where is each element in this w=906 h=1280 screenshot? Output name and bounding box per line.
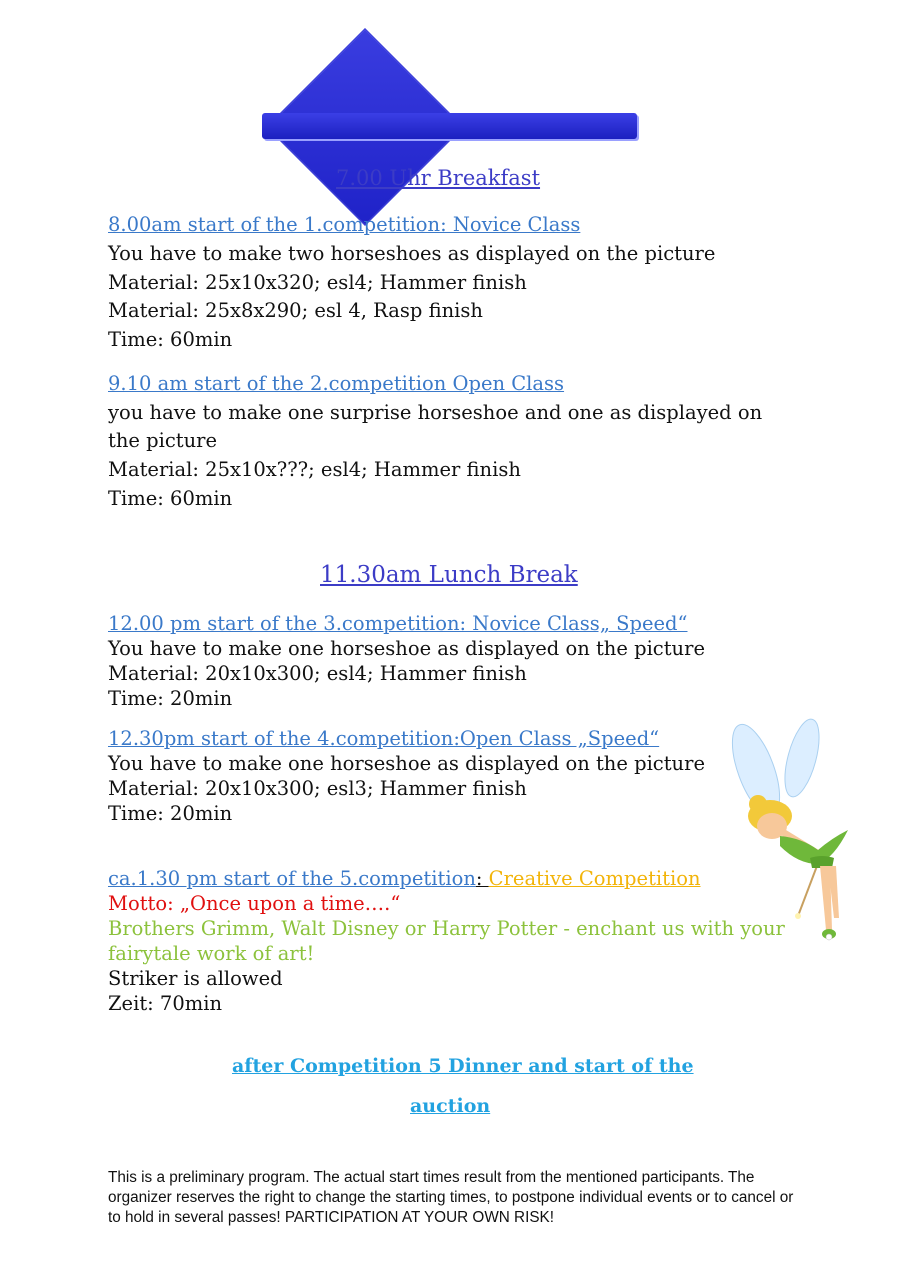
fairy-illustration xyxy=(722,718,862,954)
breakfast-heading: 7.00 Uhr Breakfast xyxy=(336,166,541,190)
competition3-task: You have to make one horseshoe as displayed on the picture xyxy=(108,637,705,660)
competition5-creative-label: Creative Competition xyxy=(488,867,701,890)
competition4-material: Material: 20x10x300; esl3; Hammer finish xyxy=(108,777,527,800)
competition1-material1: Material: 25x10x320; esl4; Hammer finish xyxy=(108,271,527,294)
competition5-striker: Striker is allowed xyxy=(108,967,283,990)
competition5-title-colon: : xyxy=(475,867,489,890)
competition5-time: Zeit: 70min xyxy=(108,992,223,1015)
competition3-material: Material: 20x10x300; esl4; Hammer finish xyxy=(108,662,527,685)
competition4-time: Time: 20min xyxy=(108,802,233,825)
competition2-task-line1: you have to make one surprise horseshoe and one as displayed on xyxy=(108,401,763,424)
after-competition-line1: after Competition 5 Dinner and start of the xyxy=(232,1055,694,1077)
competition2-time: Time: 60min xyxy=(108,487,233,510)
competition5-motto: Motto: „Once upon a time….“ xyxy=(108,892,401,915)
competition4-title: 12.30pm start of the 4.competition:Open Class „Speed“ xyxy=(108,727,660,750)
competition5-desc-line1: Brothers Grimm, Walt Disney or Harry Potter - enchant us with your xyxy=(108,917,785,940)
competition5-title xyxy=(108,866,701,892)
competition2-material: Material: 25x10x???; esl4; Hammer finish xyxy=(108,458,521,481)
competition2-title: 9.10 am start of the 2.competition Open Class xyxy=(108,372,565,395)
competition1-time: Time: 60min xyxy=(108,328,233,351)
competition1-title: 8.00am start of the 1.competition: Novice Class xyxy=(108,213,581,236)
competition5-title-main: ca.1.30 pm start of the 5.competition xyxy=(108,867,476,890)
competition5-desc-line2: fairytale work of art! xyxy=(108,942,315,965)
competition2-task-line2: the picture xyxy=(108,429,218,452)
logo-banner-bar xyxy=(262,113,637,139)
competition1-material2: Material: 25x8x290; esl 4, Rasp finish xyxy=(108,299,483,322)
competition4-task: You have to make one horseshoe as displayed on the picture xyxy=(108,752,705,775)
after-competition-line2: auction xyxy=(410,1095,491,1117)
lunch-heading: 11.30am Lunch Break xyxy=(320,562,578,588)
competition3-time: Time: 20min xyxy=(108,687,233,710)
competition3-title: 12.00 pm start of the 3.competition: Novice Class„ Speed“ xyxy=(108,612,688,635)
disclaimer-text: This is a preliminary program. The actual start times result from the mentioned participants. The organizer reserves the right to change the starting times, to postpone individual events or to cancel or to hold in several passes! PARTICIPATION AT YOUR OWN RISK! xyxy=(108,1169,794,1226)
competition1-task: You have to make two horseshoes as displayed on the picture xyxy=(108,242,716,265)
